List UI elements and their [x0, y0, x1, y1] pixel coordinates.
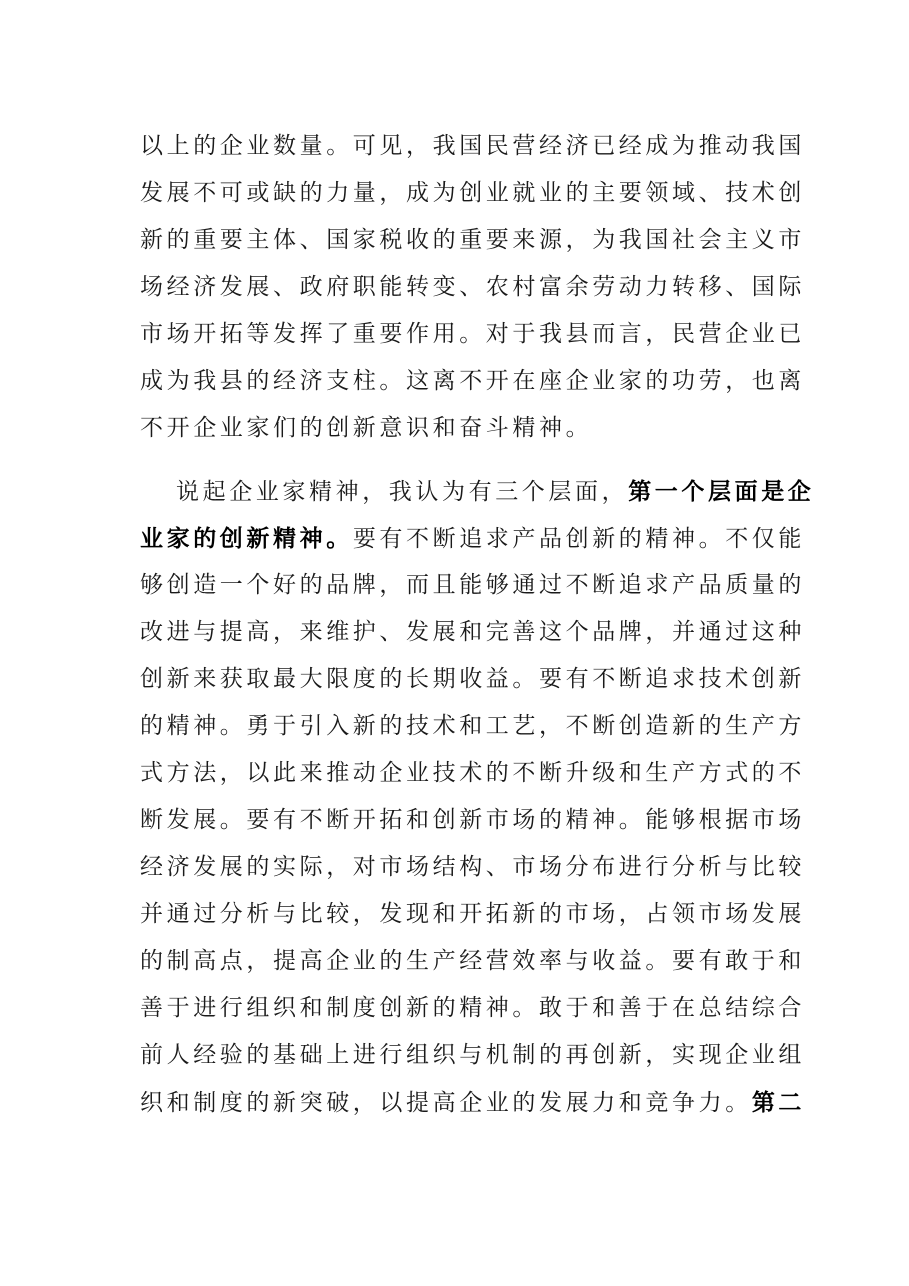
text-line: 以上的企业数量。可见，我国民营经济已经成为推动我国: [140, 133, 805, 159]
text-line: 断发展。要有不断开拓和创新市场的精神。能够根据市场: [140, 807, 805, 833]
text-line: 前人经验的基础上进行组织与机制的再创新，实现企业组: [140, 1042, 805, 1068]
text-run: 说起企业家精神，我认为有三个层面，: [176, 479, 629, 505]
text-line: 式方法，以此来推动企业技术的不断升级和生产方式的不: [140, 760, 805, 786]
text-line: 的制高点，提高企业的生产经营效率与收益。要有敢于和: [140, 948, 805, 974]
text-line: 够创造一个好的品牌，而且能够通过不断追求产品质量的: [140, 572, 805, 598]
text-line: 市场开拓等发挥了重要作用。对于我县而言，民营企业已: [140, 321, 805, 347]
text-run: 要有不断追求产品创新的精神。不仅能: [352, 526, 806, 552]
text-line: [140, 515, 806, 562]
text-line: 改进与提高，来维护、发展和完善这个品牌，并通过这种: [140, 619, 805, 645]
bold-heading-run: 第一个层面是企: [628, 478, 815, 505]
text-line: [140, 1079, 806, 1126]
bold-heading-run: 业家的创新精神。: [140, 525, 353, 552]
text-line: 并通过分析与比较，发现和开拓新的市场，占领市场发展: [140, 901, 805, 927]
text-line: 的精神。勇于引入新的技术和工艺，不断创造新的生产方: [140, 713, 805, 739]
text-line: 经济发展的实际，对市场结构、市场分布进行分析与比较: [140, 854, 805, 880]
text-line: 新的重要主体、国家税收的重要来源，为我国社会主义市: [140, 227, 805, 253]
text-line: 创新来获取最大限度的长期收益。要有不断追求技术创新: [140, 666, 805, 692]
paragraph-2: [140, 468, 815, 1126]
paragraph-1: [140, 123, 805, 452]
text-line: 发展不可或缺的力量，成为创业就业的主要领域、技术创: [140, 180, 805, 206]
text-line: 不开企业家们的创新意识和奋斗精神。: [140, 415, 593, 441]
text-line: 成为我县的经济支柱。这离不开在座企业家的功劳，也离: [140, 368, 805, 394]
text-line: [140, 468, 815, 515]
text-line: 善于进行组织和制度创新的精神。敢于和善于在总结综合: [140, 995, 805, 1021]
text-run: 织和制度的新突破，以提高企业的发展力和竞争力。: [140, 1090, 752, 1116]
bold-heading-run: 第二: [751, 1089, 806, 1116]
text-line: 场经济发展、政府职能转变、农村富余劳动力转移、国际: [140, 274, 805, 300]
